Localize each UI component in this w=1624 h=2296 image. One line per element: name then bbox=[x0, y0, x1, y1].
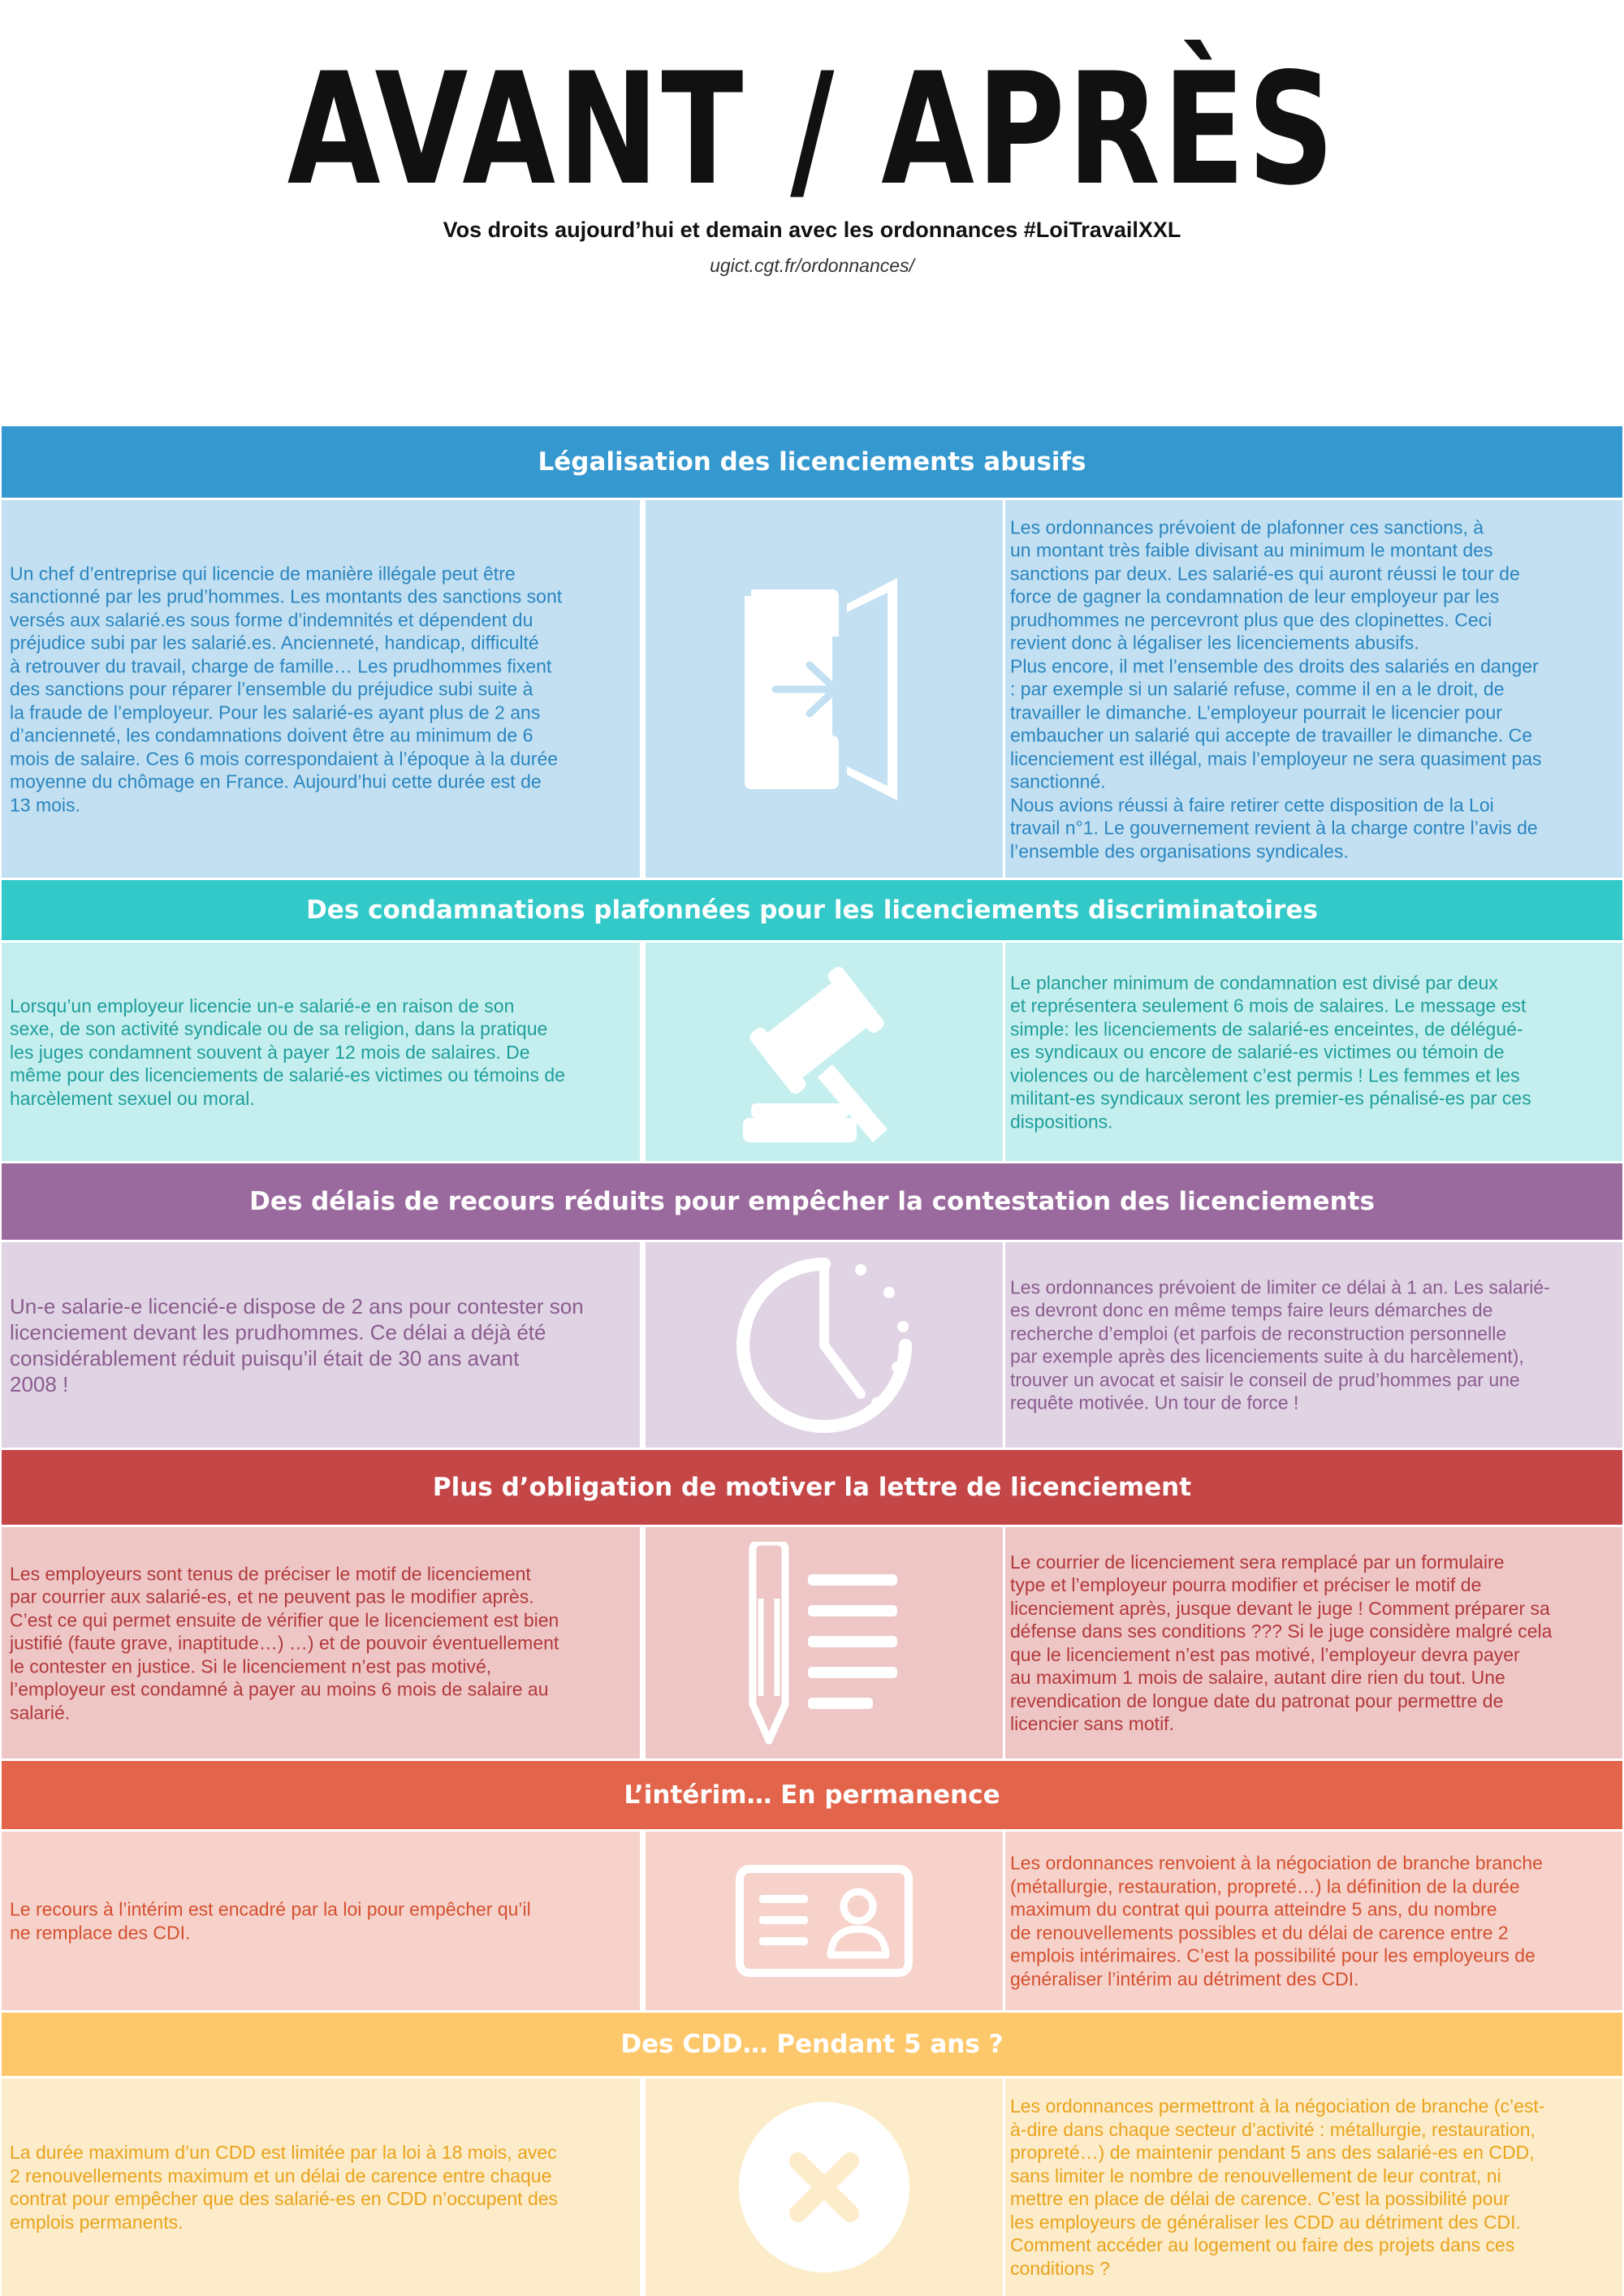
header bbox=[0, 0, 1624, 422]
section-body bbox=[2, 1527, 1622, 1759]
icon-column bbox=[643, 1527, 1005, 1759]
door-exit-icon bbox=[646, 500, 1003, 878]
clock-icon bbox=[646, 1242, 1003, 1448]
apres-text: Le courrier de licenciement sera remplacé par un formulaire type et l’employeur pourra modifier et préciser le motif de licenciement après, jusque devant le juge ! Comment préparer sa défense dans ses conditions ??? Si le juge considère malgré cela que le licenciement n’est pas motivé, l’employeur devra payer au maximum 1 mois de salaire, autant dire rien du tout. Une revendication de longue date du patronat pour permettre de licencier sans motif. bbox=[1010, 1551, 1553, 1734]
section-title: L’intérim… En permanence bbox=[2, 1761, 1622, 1829]
section-title: Des condamnations plafonnées pour les licenciements discriminatoires bbox=[2, 880, 1622, 940]
avant-column bbox=[2, 2078, 640, 2296]
avant-text: Lorsqu’un employeur licencie un-e salarié-e en raison de son sexe, de son activité syndicale ou de sa religion, dans la pratique les juges condamnent souvent à payer 12 mois de salaires. De même pour des licenciements de salarié-es victimes ou témoins de harcèlement sexuel ou moral. bbox=[10, 995, 565, 1109]
apres-text: Les ordonnances prévoient de plafonner ces sanctions, à un montant très faible divisant au minimum le montant des sanctions par deux. Les salarié-es qui auront réussi le tour de force de gagner la condamnation de leur employeur par les prudhommes ne percevront plus que des clopinettes. Ceci revient donc à légaliser les licenciements abusifs. Plus encore, il met l’ensemble des droits des salariés en danger : par exemple si un salarié refuse, comme il en a le droit, de travailler le dimanche. L’employeur pourrait le licencier pour embaucher un salarié qui accepte de travailler le dimanche. Ce licenciement est illégal, mais l’employeur ne sera quasiment pas sanctionné. Nous avions réussi à faire retirer cette disposition de la Loi travail n°1. Le gouvernement revient à la charge contre l’avis de l’ensemble des organisations syndicales. bbox=[1010, 516, 1542, 861]
avant-column bbox=[2, 1527, 640, 1759]
avant-column bbox=[2, 1832, 640, 2010]
source-url[interactable]: ugict.cgt.fr/ordonnances/ bbox=[710, 255, 914, 276]
section-body bbox=[2, 1242, 1622, 1448]
apres-text: Le plancher minimum de condamnation est divisé par deux et représentera seulement 6 mois de salaires. Le message est simple: les licenciements de salarié-es enceintes, de délégué- es syndicaux ou encore de salarié-es victimes ou témoin de violences ou de harcèlement c’est permis ! Les femmes et les militant-es syndicaux seront les premier-es pénalisé-es par ces dispositions. bbox=[1010, 971, 1531, 1132]
section-interim bbox=[0, 1761, 1624, 2010]
avant-text: La durée maximum d’un CDD est limitée par la loi à 18 mois, avec 2 renouvellements maximum et un délai de carence entre chaque contrat pour empêcher que des salarié-es en CDD n’occupent des emplois permanents. bbox=[10, 2142, 559, 2233]
page-subtitle: Vos droits aujourd’hui et demain avec les ordonnances #LoiTravailXXL bbox=[443, 218, 1181, 242]
avant-column bbox=[2, 1242, 640, 1448]
gavel-icon bbox=[646, 943, 1003, 1161]
avant-text: Le recours à l’intérim est encadré par la loi pour empêcher qu’il ne remplace des CDI. bbox=[10, 1898, 531, 1943]
avant-column bbox=[2, 943, 640, 1161]
apres-column bbox=[1005, 1242, 1622, 1448]
apres-text: Les ordonnances renvoient à la négociation de branche branche (métallurgie, restauration, propreté…) la définition de la durée maximum du contrat qui pourra atteindre 5 ans, du nombre de renouvellements possibles et du délai de carence entre 2 emplois intérimaires. C’est la possibilité pour les employeurs de généraliser l’intérim au détriment des CDI. bbox=[1010, 1852, 1543, 1989]
icon-column bbox=[643, 943, 1005, 1161]
section-body bbox=[2, 1832, 1622, 2010]
section-licenciements-abusifs bbox=[0, 426, 1624, 878]
apres-column bbox=[1005, 1832, 1622, 2010]
apres-text: Les ordonnances prévoient de limiter ce délai à 1 an. Les salarié- es devront donc en même temps faire leurs démarches de recherche d’emploi (et parfois de reconstruction personnelle par exemple après des licenciements suite à du harcèlement), trouver un avocat et saisir le conseil de prud’hommes par une requête motivée. Un tour de force ! bbox=[1010, 1276, 1550, 1413]
apres-column bbox=[1005, 1527, 1622, 1759]
icon-column bbox=[643, 500, 1005, 878]
section-title: Des CDD… Pendant 5 ans ? bbox=[2, 2013, 1622, 2076]
apres-column bbox=[1005, 2078, 1622, 2296]
section-body bbox=[2, 500, 1622, 878]
icon-column bbox=[643, 1242, 1005, 1448]
section-cdd bbox=[0, 2013, 1624, 2296]
id-card-icon bbox=[646, 1832, 1003, 2010]
section-title: Des délais de recours réduits pour empêcher la contestation des licenciements bbox=[2, 1163, 1622, 1240]
apres-column bbox=[1005, 500, 1622, 878]
avant-text: Les employeurs sont tenus de préciser le motif de licenciement par courrier aux salarié-es, et ne peuvent pas le modifier après. C’est ce qui permet ensuite de vérifier que le licenciement est bien justifié (faute grave, inaptitude…) …) et de pouvoir éventuellement le contester en justice. Si le licenciement n’est pas motivé, l’employeur est condamné à payer au moins 6 mois de salaire au salarié. bbox=[10, 1562, 559, 1723]
section-title: Légalisation des licenciements abusifs bbox=[2, 426, 1622, 498]
apres-text: Les ordonnances permettront à la négociation de branche (c’est- à-dire dans chaque secteur d’activité : métallurgie, restauration, propreté…) de maintenir pendant 5 ans des salarié-es en CDD, sans limiter le nombre de renouvellement de leur contrat, ni mettre en place de délai de carence. C’est la possibilité pour les employeurs de généraliser les CDD au détriment des CDI. Comment accéder au logement ou faire des projets dans ces conditions ? bbox=[1010, 2095, 1545, 2279]
section-body bbox=[2, 2078, 1622, 2296]
apres-column bbox=[1005, 943, 1622, 1161]
avant-text: Un chef d’entreprise qui licencie de manière illégale peut être sanctionné par les prud’hommes. Les montants des sanctions sont versés aux salarié.es sous forme d’indemnités et dépendent du préjudice subi par les salarié.es. Ancienneté, handicap, difficulté à retrouver du travail, charge de famille… Les prudhommes fixent des sanctions pour réparer l’ensemble du préjudice subi suite à la fraude de l’employeur. Pour les salarié-es ayant plus de 2 ans d’ancienneté, les condamnations doivent être au minimum de 6 mois de salaire. Ces 6 mois correspondaient à l’époque à la durée moyenne du chômage en France. Aujourd’hui cette durée est de 13 mois. bbox=[10, 562, 563, 815]
section-licenciements-discriminatoires bbox=[0, 880, 1624, 1161]
section-title: Plus d’obligation de motiver la lettre de licenciement bbox=[2, 1450, 1622, 1525]
section-lettre-licenciement bbox=[0, 1450, 1624, 1759]
icon-column bbox=[643, 1832, 1005, 2010]
section-delais-recours bbox=[0, 1163, 1624, 1448]
section-body bbox=[2, 943, 1622, 1161]
page-title: AVANT / APRÈS bbox=[287, 40, 1337, 219]
avant-column bbox=[2, 500, 640, 878]
pencil-document-icon bbox=[646, 1527, 1003, 1759]
avant-text: Un-e salarie-e licencié-e dispose de 2 ans pour contester son licenciement devant les prudhommes. Ce délai a déjà été considérablement réduit puisqu’il était de 30 ans avant 2008 ! bbox=[10, 1293, 584, 1396]
icon-column bbox=[643, 2078, 1005, 2296]
close-circle-icon bbox=[646, 2078, 1003, 2296]
